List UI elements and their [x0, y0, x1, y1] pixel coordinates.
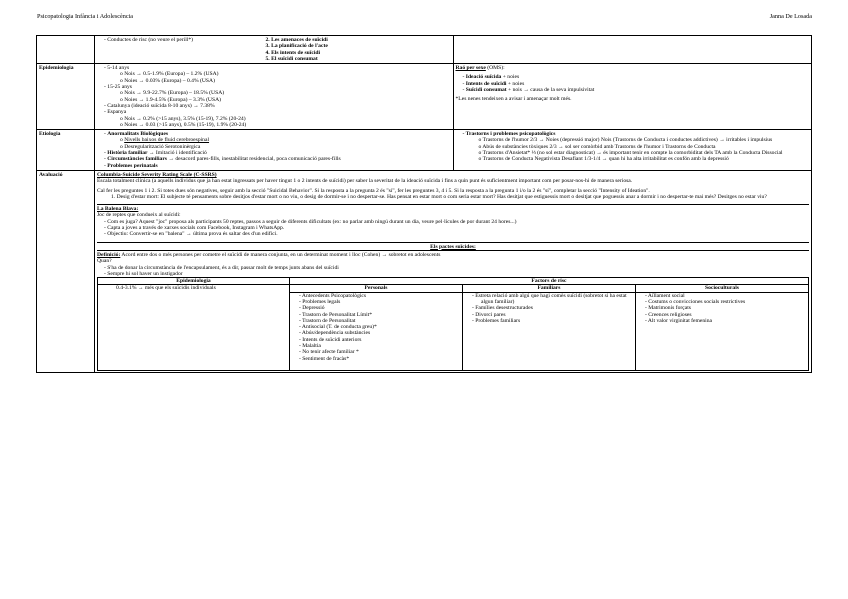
psychopathology-list [456, 137, 810, 162]
balena-title: La Balena Blava: [97, 206, 139, 213]
content-table [36, 35, 812, 373]
row-etiologia [37, 130, 812, 171]
psychopathology-item: o Trastorns d'Ansietat* ⅓ (no sol estar diagnosticat) → és important tenir en compte la comorbiditat dels TA amb la Conducta Dissocial [478, 150, 783, 157]
personals-list [289, 292, 462, 370]
personals-item: - Trastorn de Personalitat [298, 317, 356, 324]
etio-item: - Circumstàncies familiars → desacord pares-fills, inestabilitat residencial, poca comunicació pares-fills [104, 156, 341, 163]
personals-item: - No tenir afecte familiar * [298, 349, 359, 356]
pactes-when: Quan? [97, 258, 112, 265]
familiars-header: Familiars [462, 285, 635, 292]
row-top [37, 36, 812, 64]
label-avaluacio: Avaluació [37, 170, 95, 372]
familiars-item: - Estreta relació amb algú que hagi comès suïcidi (sobretot si ha estat algun familiar) [471, 292, 627, 305]
pactes-definition: Definició: Acord entre dos o més persones per cometre el suïcidi de manera conjunta, en un determinat moment i lloc (Cohen) → sobretot en adolescents [97, 251, 441, 258]
sex-ratio-title: Raó per sexe (OMS): [455, 65, 505, 72]
personals-item: - Depressió [298, 305, 325, 312]
balena-item: - Capta a joves a través de xarxes socials com Facebook, Instagram i WhatsApp. [104, 225, 285, 232]
risk-epi-value: 0.4-3.1% → més que els suïcidis individuals [98, 285, 290, 370]
personals-item: - Problemes legals [298, 298, 341, 305]
socio-item: - Alt valor virginitat femenina [644, 317, 712, 324]
pactes-item: - S'ha de donar la circumstància de l'encapsulament, és a dir, passar molt de temps junts abans del suïcidi [104, 264, 339, 271]
familiars-list [462, 292, 635, 370]
epi-item: o Noies → 0.03 (>15 anys), 0.5% (15-19), 1.9% (20-24) [120, 121, 247, 128]
familiars-item: - Divorci pares [471, 311, 506, 318]
label-etiologia: Etiologia [37, 130, 95, 171]
cssrs-question-1: 1. Desig d'estar mort: El subjecte té pensaments sobre desitjos d'estar mort o no viu, o desig de dormir-se i no despertar-se. Has pensat en estar mort o com seria estar mort? Has desitjat que estiguessis mort o desitjat que poguessis anar a dormir i no despertar-te mai més? Desitges no estar viu? [111, 193, 767, 200]
numbered-item: 3. La planificació de l'acte [265, 43, 328, 50]
sex-ratio-item: - Intents de suïcidi + noies [462, 80, 525, 87]
numbered-item: 4. Els intents de suïcidi [265, 49, 321, 56]
balena-item: - Objectiu: Convertir-se en "balena" → última prova és saltar des d'un edifici. [104, 231, 278, 238]
socio-item: - Aïllament social [644, 292, 685, 299]
cssrs-description: Escala totalment clínica (a aquells individus que ja han estat ingressats per haver tingut 1 o 2 intents de suïcidi) per saber la severitat de la ideació suïcida i fins a quin punt és suficientment important com per posar-nos-hi de manera seriosa. [97, 178, 633, 185]
cssrs-title: Columbia-Suicide Severity Rating Scale (C-SSRS) [97, 171, 217, 178]
balena-list [97, 219, 809, 238]
risk-epi-header: Epidemiologia [98, 278, 290, 285]
etio-item: o Desregularització Serotoninèrgica [120, 143, 201, 150]
pactes-list [97, 265, 809, 278]
balena-section [97, 204, 809, 237]
row-epidemiologia [37, 64, 812, 130]
personals-item: - Trastorn de Personalitat Límit* [298, 311, 373, 318]
socio-item: - Costums o convicciones socials restrictives [644, 298, 746, 305]
cssrs-instructions: Cal fer les preguntes 1 i 2. Si totes dues són negatives, seguir amb la secció "Suicidal Behavior". Si la resposta a la pregunta 2 és "sí", fer les preguntes 3, 4 i 5. Si la resposta a la pregunta 1 i/o la 2 és "sí", completar la secció "Intensity of Ideation". [97, 187, 650, 194]
personals-item: - Antisocial (T. de conducta greu)* [298, 324, 377, 331]
pactes-risk-table [97, 277, 809, 371]
psychopathology-item: o Trastorns de Conducta Negativista Desafiant 1/3-1/4 → quan hi ha alta irritabilitat es confón amb la depressió [478, 156, 729, 163]
epi-item: - Espanya [104, 109, 127, 116]
sex-ratio-list [456, 74, 810, 93]
etio-item: - Història familiar → Imitació i identificació [104, 150, 207, 157]
sex-ratio-note: *Les nenes tendeixen a avisar i amenaçar molt més. [455, 96, 572, 103]
balena-item: - Com es juga? Aquest "joc" proposa als participants 50 reptes, passos a seguir de diferents dificultats (ex: no parlar amb ningú durant un dia, veure pel·lícules de por durant 24 hores...) [104, 218, 517, 225]
numbered-item: 5. El suïcidi consumat [265, 55, 318, 62]
etio-item: - Problemes perinatals [104, 162, 158, 169]
epi-item: o Nois → 9.9-22.7% (Europa) – 18.5% (USA) [120, 90, 225, 97]
epi-item: - 15-25 anys [104, 84, 132, 91]
balena-intro: Joc de reptes que condueix al suïcidi: [97, 212, 181, 219]
epi-item: o Nois → 0.2% (>15 anys), 3.5% (15-19), 7.2% (20-24) [120, 115, 246, 122]
personals-item: - Intents de suïcidi anteriors [298, 336, 362, 343]
risk-factors-header: Factors de risc [289, 278, 808, 285]
socio-item: - Matrimonis forçats [644, 305, 691, 312]
numbered-list [266, 37, 810, 62]
socio-item: - Creences religioses [644, 311, 692, 318]
psychopathology-item: o Abús de substàncies tòxiques 2/3 → sol ser comòrbid amb Trastorns de l'humor i Trastorns de Conducta [478, 143, 716, 150]
psychopathology-title: - Trastorns i problemes psicopatològics [462, 131, 556, 138]
epi-item: o Noies → 0.03% (Europa) – 0.4% (USA) [120, 77, 215, 84]
personals-header: Personals [289, 285, 462, 292]
etio-item: o Nivells baixos de fluid cerebroespinal [120, 137, 210, 144]
socio-list [635, 292, 808, 370]
pactes-title: Els pactes suïcides: [97, 242, 809, 250]
etio-item: - Anormalitats Biològiques [104, 131, 169, 138]
psychopathology-item: o Trastorns de l'humor 2/3 → Noies (depressió major) Nois (Trastorns de Conducta i conductes addictives) → irritables i impulsius [478, 137, 773, 144]
pactes-section [97, 250, 809, 277]
sex-ratio-item: - Suïcidi consumat + nois → causa de la seva impulsivitat [462, 87, 595, 94]
personals-item: - Malaltia [298, 343, 321, 350]
personals-item: - Sentiment de fracàs* [298, 355, 350, 362]
numbered-item: 2. Les amenaces de suïcidi [265, 37, 328, 43]
sex-ratio-item: - Ideació suïcida + noies [462, 74, 520, 81]
header-right: Janna De Losada [769, 13, 812, 20]
epi-item: o Nois → 0.5-1.9% (Europa) – 1.2% (USA) [120, 71, 219, 78]
risk-conduct-item: - Conductes de risc (no veure el perill*) [104, 37, 194, 43]
personals-item: - Abús/dependència substàncies [298, 330, 371, 337]
label-epidemiologia: Epidemiologia [37, 64, 95, 130]
personals-item: - Antecedents Psicopatològics [298, 292, 367, 299]
familiars-item: - Problemes familiars [471, 317, 521, 324]
row-avaluacio [37, 170, 812, 372]
familiars-item: - Famílies desestructurades [471, 305, 533, 312]
socio-header: Socioculturals [635, 285, 808, 292]
epi-item: o Noies → 1.9-4.5% (Europa) – 3.3% (USA) [120, 96, 221, 103]
pactes-item: - Sempre hi sol haver un instigador [104, 270, 183, 277]
header-left: Psicopatologia Infància i Adolescència [37, 13, 134, 20]
epi-item: - 5-14 anys [104, 65, 130, 72]
epi-item: - Catalunya (ideació suïcida 8-10 anys) → 7.38% [104, 102, 215, 109]
